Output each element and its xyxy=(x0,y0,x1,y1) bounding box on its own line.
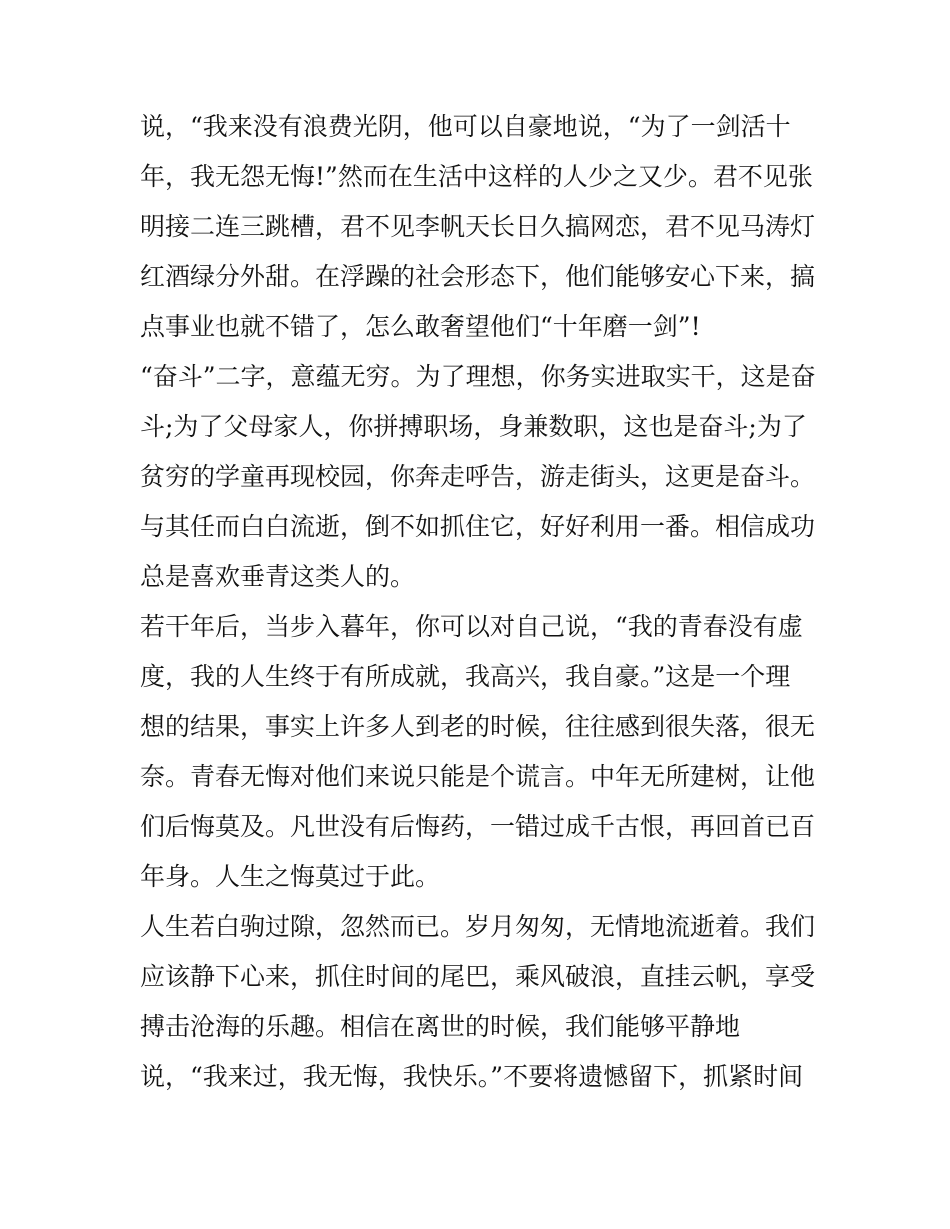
text-line: 点事业也就不错了，怎么敢奢望他们“十年磨一剑”! xyxy=(140,312,701,341)
text-line: 人生若白驹过隙，忽然而已。岁月匆匆，无情地流逝着。我们 xyxy=(140,912,816,941)
text-line: 总是喜欢垂青这类人的。 xyxy=(140,562,416,591)
text-line: 说，“我来没有浪费光阴，他可以自豪地说，“为了一剑活十 xyxy=(140,112,791,141)
text-line: 斗;为了父母家人，你拼搏职场，身兼数职，这也是奋斗;为了 xyxy=(140,412,807,441)
text-line: 度，我的人生终于有所成就，我高兴，我自豪。”这是一个理 xyxy=(140,662,791,691)
text-line: 明接二连三跳槽，君不见李帆天长日久搞网恋，君不见马涛灯 xyxy=(140,212,816,241)
text-line: 搏击沧海的乐趣。相信在离世的时候，我们能够平静地 xyxy=(140,1012,741,1041)
text-line: 想的结果，事实上许多人到老的时候，往往感到很失落，很无 xyxy=(140,712,816,741)
text-line: 年身。人生之悔莫过于此。 xyxy=(140,862,441,891)
document-body xyxy=(140,102,820,1102)
text-line: 贫穷的学童再现校园，你奔走呼告，游走街头，这更是奋斗。 xyxy=(140,462,816,491)
text-line: 说，“我来过，我无悔，我快乐。”不要将遗憾留下，抓紧时间 xyxy=(140,1062,804,1091)
text-line: 与其任而白白流逝，倒不如抓住它，好好利用一番。相信成功 xyxy=(140,512,816,541)
text-line: 若干年后，当步入暮年，你可以对自己说，“我的青春没有虚 xyxy=(140,612,803,641)
text-line: 应该静下心来，抓住时间的尾巴，乘风破浪，直挂云帆，享受 xyxy=(140,962,816,991)
text-line: 们后悔莫及。凡世没有后悔药，一错过成千古恨，再回首已百 xyxy=(140,812,816,841)
text-line: “奋斗”二字，意蕴无穷。为了理想，你务实进取实干，这是奋 xyxy=(140,362,816,391)
text-line: 年，我无怨无悔!”然而在生活中这样的人少之又少。君不见张 xyxy=(140,162,813,191)
text-line: 奈。青春无悔对他们来说只能是个谎言。中年无所建树，让他 xyxy=(140,762,816,791)
text-line: 红酒绿分外甜。在浮躁的社会形态下，他们能够安心下来，搞 xyxy=(140,262,816,291)
